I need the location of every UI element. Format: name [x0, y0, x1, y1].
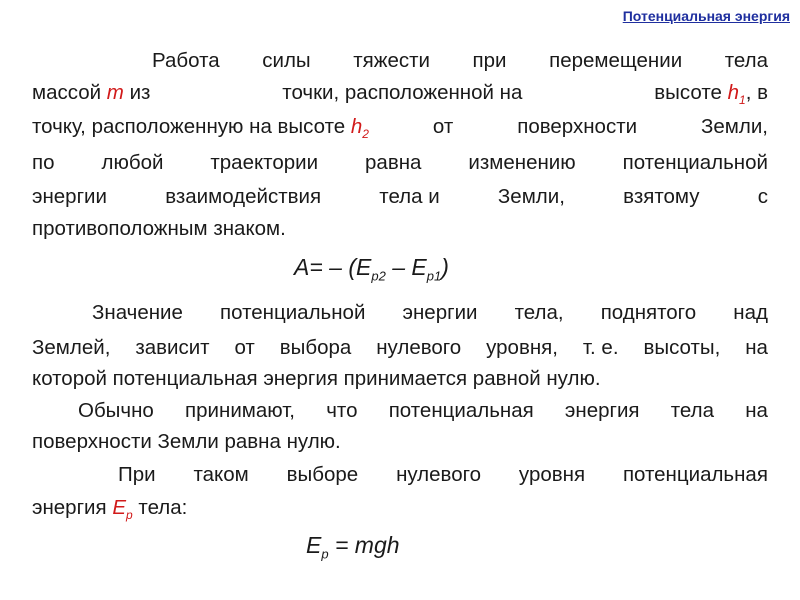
word: уровня	[518, 463, 586, 486]
text-group: высоте $h_1$, в	[654, 81, 768, 108]
height-h1-symbol: $h_1$	[727, 81, 746, 108]
word: любой	[101, 151, 164, 174]
p1-line-2	[32, 78, 768, 115]
word: от	[432, 115, 454, 138]
word: от	[234, 336, 255, 359]
word: поднятого	[600, 301, 697, 324]
p2-line-2	[32, 333, 768, 363]
word: высоты,	[643, 336, 721, 359]
word: Земли,	[701, 115, 768, 138]
work-formula: $A= - (E_{p2} - E_{p1})$	[294, 254, 449, 284]
word: потенциальной	[220, 301, 366, 324]
mass-symbol: m	[106, 81, 124, 104]
word: силы	[262, 49, 311, 72]
word: по	[32, 151, 55, 174]
word: взаимодействия	[165, 185, 322, 208]
p4-line-2: энергия $E_p$ тела:	[32, 496, 188, 523]
word: траектории	[210, 151, 319, 174]
p2-line-1	[92, 298, 768, 328]
height-h2-symbol: $h_2$	[350, 115, 369, 142]
word: уровня,	[486, 336, 558, 359]
text-group: точки, расположенной на	[282, 81, 523, 104]
p2-line-3: которой потенциальная энергия принимается равной нулю.	[32, 367, 601, 390]
word: перемещении	[549, 49, 683, 72]
word: Работа	[152, 49, 220, 72]
word: на	[745, 336, 768, 359]
p3-line-1	[78, 396, 768, 426]
word: энергии	[402, 301, 478, 324]
word: потенциальная	[622, 463, 768, 486]
slide-title: Потенциальная энергия	[622, 8, 790, 24]
p3-line-2: поверхности Земли равна нулю.	[32, 430, 341, 453]
word: тела	[724, 49, 768, 72]
word: зависит	[135, 336, 210, 359]
potential-energy-formula: $E_p$ = mgh	[306, 532, 400, 562]
word: выборе	[286, 463, 359, 486]
word: При	[118, 463, 156, 486]
word: при	[472, 49, 507, 72]
word: поверхности	[517, 115, 638, 138]
word: тела и	[379, 185, 440, 208]
p1-line-6: противоположным знаком.	[32, 217, 286, 240]
word: Значение	[92, 301, 183, 324]
p1-line-4	[32, 148, 768, 178]
word: что	[326, 399, 358, 422]
text-group: точку, расположенную на высоте $h_2$	[32, 115, 369, 142]
word: Земли,	[497, 185, 565, 208]
p1-line-1	[152, 46, 768, 76]
word: с	[757, 185, 768, 208]
potential-energy-symbol: $E_p$	[112, 496, 133, 523]
word: над	[733, 301, 768, 324]
word: выбора	[279, 336, 352, 359]
word: таком	[193, 463, 249, 486]
word: равна	[365, 151, 422, 174]
p1-line-5	[32, 182, 768, 212]
word: принимают,	[185, 399, 296, 422]
word: энергии	[32, 185, 107, 208]
p4-line-1	[118, 460, 768, 490]
p1-line-3	[32, 112, 768, 149]
word: тела	[670, 399, 715, 422]
word: нулевого	[376, 336, 462, 359]
word: изменению	[468, 151, 576, 174]
word: т. е.	[582, 336, 619, 359]
word: тела,	[514, 301, 564, 324]
word: Обычно	[78, 399, 154, 422]
word: на	[745, 399, 768, 422]
word: потенциальной	[622, 151, 768, 174]
word: тяжести	[353, 49, 430, 72]
word: Землей,	[32, 336, 111, 359]
word: нулевого	[396, 463, 482, 486]
word: взятому	[623, 185, 700, 208]
word: энергия	[564, 399, 640, 422]
word: потенциальная	[388, 399, 534, 422]
text-group: массой m из	[32, 81, 151, 104]
